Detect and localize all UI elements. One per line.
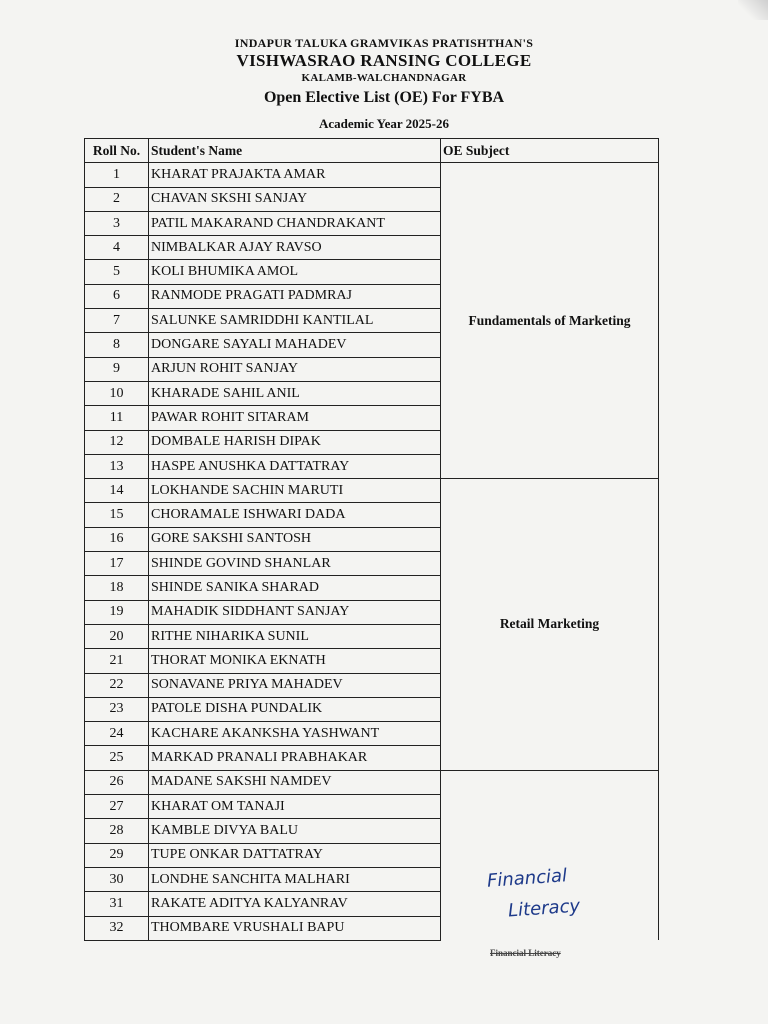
student-name-cell: MARKAD PRANALI PRABHAKAR [149,746,441,770]
student-name-cell: SHINDE GOVIND SHANLAR [149,552,441,576]
student-name-cell: THORAT MONIKA EKNATH [149,649,441,673]
roll-number-cell: 14 [85,479,149,503]
oe-subject-cell: Fundamentals of Marketing [441,163,659,479]
column-header-roll: Roll No. [85,139,149,163]
roll-number-cell: 21 [85,649,149,673]
roll-number-cell: 3 [85,211,149,235]
table-row [85,163,659,187]
roll-number-cell: 15 [85,503,149,527]
student-name-cell: MADANE SAKSHI NAMDEV [149,770,441,794]
student-name-cell: NIMBALKAR AJAY RAVSO [149,236,441,260]
student-name-cell: LOKHANDE SACHIN MARUTI [149,479,441,503]
student-name-cell: MAHADIK SIDDHANT SANJAY [149,600,441,624]
student-name-cell: SALUNKE SAMRIDDHI KANTILAL [149,309,441,333]
roll-number-cell: 26 [85,770,149,794]
student-oe-table [84,138,659,941]
student-name-cell: PATIL MAKARAND CHANDRAKANT [149,211,441,235]
roll-number-cell: 5 [85,260,149,284]
student-name-cell: PATOLE DISHA PUNDALIK [149,697,441,721]
college-location: KALAMB-WALCHANDNAGAR [301,72,467,84]
student-name-cell: KHARAT PRAJAKTA AMAR [149,163,441,187]
table-row [85,770,659,794]
student-name-cell: LONDHE SANCHITA MALHARI [149,867,441,891]
roll-number-cell: 30 [85,867,149,891]
college-name: VISHWASRAO RANSING COLLEGE [236,51,532,70]
student-name-cell: PAWAR ROHIT SITARAM [149,406,441,430]
roll-number-cell: 28 [85,819,149,843]
student-name-cell: HASPE ANUSHKA DATTATRAY [149,454,441,478]
roll-number-cell: 23 [85,697,149,721]
roll-number-cell: 7 [85,309,149,333]
student-name-cell: DOMBALE HARISH DIPAK [149,430,441,454]
roll-number-cell: 22 [85,673,149,697]
roll-number-cell: 8 [85,333,149,357]
roll-number-cell: 4 [85,236,149,260]
roll-number-cell: 11 [85,406,149,430]
roll-number-cell: 2 [85,187,149,211]
table-header-row [85,139,659,163]
roll-number-cell: 20 [85,624,149,648]
student-name-cell: SHINDE SANIKA SHARAD [149,576,441,600]
student-name-cell: KHARAT OM TANAJI [149,795,441,819]
student-name-cell: RAKATE ADITYA KALYANRAV [149,892,441,916]
roll-number-cell: 25 [85,746,149,770]
roll-number-cell: 17 [85,552,149,576]
student-name-cell: SONAVANE PRIYA MAHADEV [149,673,441,697]
student-name-cell: KOLI BHUMIKA AMOL [149,260,441,284]
oe-subject-cell: Retail Marketing [441,479,659,771]
roll-number-cell: 16 [85,527,149,551]
roll-number-cell: 12 [85,430,149,454]
student-name-cell: TUPE ONKAR DATTATRAY [149,843,441,867]
roll-number-cell: 27 [85,795,149,819]
roll-number-cell: 29 [85,843,149,867]
student-name-cell: DONGARE SAYALI MAHADEV [149,333,441,357]
roll-number-cell: 18 [85,576,149,600]
roll-number-cell: 6 [85,284,149,308]
table-row [85,479,659,503]
roll-number-cell: 19 [85,600,149,624]
column-header-subject: OE Subject [441,139,659,163]
roll-number-cell: 13 [85,454,149,478]
page-corner-shadow [738,0,768,20]
student-name-cell: KHARADE SAHIL ANIL [149,381,441,405]
student-name-cell: RANMODE PRAGATI PADMRAJ [149,284,441,308]
table-body [85,163,659,941]
handwritten-note-line2: Literacy [507,895,581,922]
student-name-cell: THOMBARE VRUSHALI BAPU [149,916,441,940]
student-name-cell: KACHARE AKANKSHA YASHWANT [149,722,441,746]
student-name-cell: CHORAMALE ISHWARI DADA [149,503,441,527]
roll-number-cell: 1 [85,163,149,187]
student-name-cell: RITHE NIHARIKA SUNIL [149,624,441,648]
column-header-name: Student's Name [149,139,441,163]
org-name: INDAPUR TALUKA GRAMVIKAS PRATISHTHAN'S [234,36,534,50]
list-title: Open Elective List (OE) For FYBA [263,89,505,106]
roll-number-cell: 32 [85,916,149,940]
student-name-cell: KAMBLE DIVYA BALU [149,819,441,843]
handwritten-note-line1: Financial [486,865,568,892]
struck-out-text: Financial Literacy [490,948,561,958]
roll-number-cell: 24 [85,722,149,746]
student-name-cell: ARJUN ROHIT SANJAY [149,357,441,381]
student-name-cell: CHAVAN SKSHI SANJAY [149,187,441,211]
student-name-cell: GORE SAKSHI SANTOSH [149,527,441,551]
academic-year: Academic Year 2025-26 [319,116,449,131]
roll-number-cell: 9 [85,357,149,381]
roll-number-cell: 10 [85,381,149,405]
roll-number-cell: 31 [85,892,149,916]
